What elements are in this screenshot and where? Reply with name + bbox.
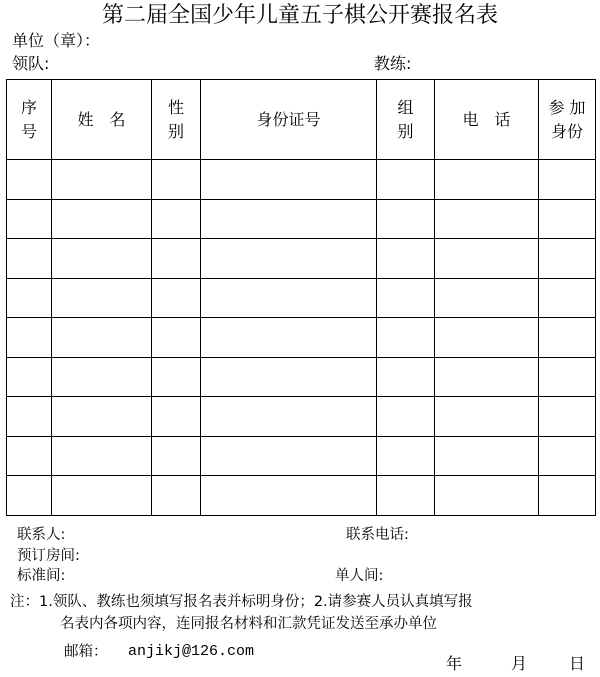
note-line-2: 名表内各项内容，连同报名材料和汇款凭证发送至承办单位: [60, 616, 437, 632]
table-cell[interactable]: [7, 278, 52, 318]
table-row: [7, 318, 596, 358]
table-cell[interactable]: [539, 239, 596, 279]
table-row: [7, 199, 596, 239]
table-cell[interactable]: [52, 318, 152, 358]
table-cell[interactable]: [152, 278, 201, 318]
table-cell[interactable]: [377, 199, 435, 239]
table-cell[interactable]: [435, 199, 539, 239]
table-cell[interactable]: [201, 476, 377, 516]
table-cell[interactable]: [435, 160, 539, 200]
table-cell[interactable]: [435, 239, 539, 279]
coach-label: 教练:: [374, 54, 412, 73]
table-cell[interactable]: [152, 476, 201, 516]
table-cell[interactable]: [377, 357, 435, 397]
col-header-id-number: 身份证号: [201, 80, 377, 160]
table-cell[interactable]: [539, 199, 596, 239]
table-cell[interactable]: [377, 436, 435, 476]
email-value: anjikj@126.com: [128, 643, 255, 660]
table-cell[interactable]: [201, 436, 377, 476]
table-cell[interactable]: [435, 318, 539, 358]
contact-phone-label: 联系电话:: [346, 527, 409, 543]
table-cell[interactable]: [435, 278, 539, 318]
table-cell[interactable]: [377, 239, 435, 279]
form-title: 第二届全国少年儿童五子棋公开赛报名表: [101, 3, 498, 28]
table-cell[interactable]: [435, 476, 539, 516]
table-row: [7, 278, 596, 318]
table-cell[interactable]: [539, 160, 596, 200]
table-cell[interactable]: [152, 436, 201, 476]
table-cell[interactable]: [201, 318, 377, 358]
table-cell[interactable]: [539, 397, 596, 437]
col-header-gender: 性 别: [152, 80, 201, 160]
table-cell[interactable]: [7, 318, 52, 358]
table-cell[interactable]: [52, 199, 152, 239]
table-cell[interactable]: [52, 239, 152, 279]
col-header-phone: 电 话: [435, 80, 539, 160]
table-header-row: [7, 80, 596, 160]
table-row: [7, 397, 596, 437]
table-cell[interactable]: [539, 278, 596, 318]
table-cell[interactable]: [7, 160, 52, 200]
table-cell[interactable]: [201, 160, 377, 200]
table-cell[interactable]: [201, 357, 377, 397]
table-row: [7, 357, 596, 397]
table-cell[interactable]: [377, 318, 435, 358]
date-year-label: 年: [446, 654, 463, 673]
table-cell[interactable]: [152, 318, 201, 358]
table-cell[interactable]: [7, 357, 52, 397]
table-cell[interactable]: [152, 199, 201, 239]
table-cell[interactable]: [52, 357, 152, 397]
table-cell[interactable]: [435, 436, 539, 476]
table-cell[interactable]: [7, 476, 52, 516]
table-cell[interactable]: [201, 199, 377, 239]
table-cell[interactable]: [52, 436, 152, 476]
table-cell[interactable]: [539, 436, 596, 476]
leader-label: 领队:: [12, 54, 50, 73]
table-cell[interactable]: [52, 476, 152, 516]
col-header-group: 组 别: [377, 80, 435, 160]
col-header-seq: 序 号: [7, 80, 52, 160]
table-cell[interactable]: [539, 476, 596, 516]
table-cell[interactable]: [52, 397, 152, 437]
table-row: [7, 476, 596, 516]
table-cell[interactable]: [539, 357, 596, 397]
table-cell[interactable]: [7, 239, 52, 279]
table-cell[interactable]: [7, 397, 52, 437]
table-cell[interactable]: [152, 357, 201, 397]
table-cell[interactable]: [435, 397, 539, 437]
date-month-label: 月: [511, 654, 528, 673]
table-cell[interactable]: [377, 397, 435, 437]
table-cell[interactable]: [7, 436, 52, 476]
booking-label: 预订房间:: [17, 548, 80, 564]
table-cell[interactable]: [435, 357, 539, 397]
unit-label: 单位（章）：: [12, 31, 101, 50]
table-cell[interactable]: [377, 160, 435, 200]
table-cell[interactable]: [152, 160, 201, 200]
table-cell[interactable]: [377, 278, 435, 318]
table-row: [7, 436, 596, 476]
table-cell[interactable]: [201, 278, 377, 318]
registration-table: [6, 79, 596, 516]
table-cell[interactable]: [539, 318, 596, 358]
table-cell[interactable]: [152, 239, 201, 279]
date-day-label: 日: [569, 654, 586, 673]
note-line-1: 注：1.领队、教练也须填写报名表并标明身份；2.请参赛人员认真填写报: [10, 594, 473, 610]
col-header-role: 参 加 身份: [539, 80, 596, 160]
table-cell[interactable]: [201, 239, 377, 279]
table-cell[interactable]: [52, 278, 152, 318]
single-room-label: 单人间:: [335, 568, 384, 584]
contact-person-label: 联系人:: [17, 527, 66, 543]
table-cell[interactable]: [52, 160, 152, 200]
table-row: [7, 239, 596, 279]
table-cell[interactable]: [152, 397, 201, 437]
table-row: [7, 160, 596, 200]
table-cell[interactable]: [201, 397, 377, 437]
table-cell[interactable]: [377, 476, 435, 516]
email-label: 邮箱：: [64, 644, 108, 660]
standard-room-label: 标准间:: [17, 568, 66, 584]
col-header-name: 姓 名: [52, 80, 152, 160]
table-cell[interactable]: [7, 199, 52, 239]
